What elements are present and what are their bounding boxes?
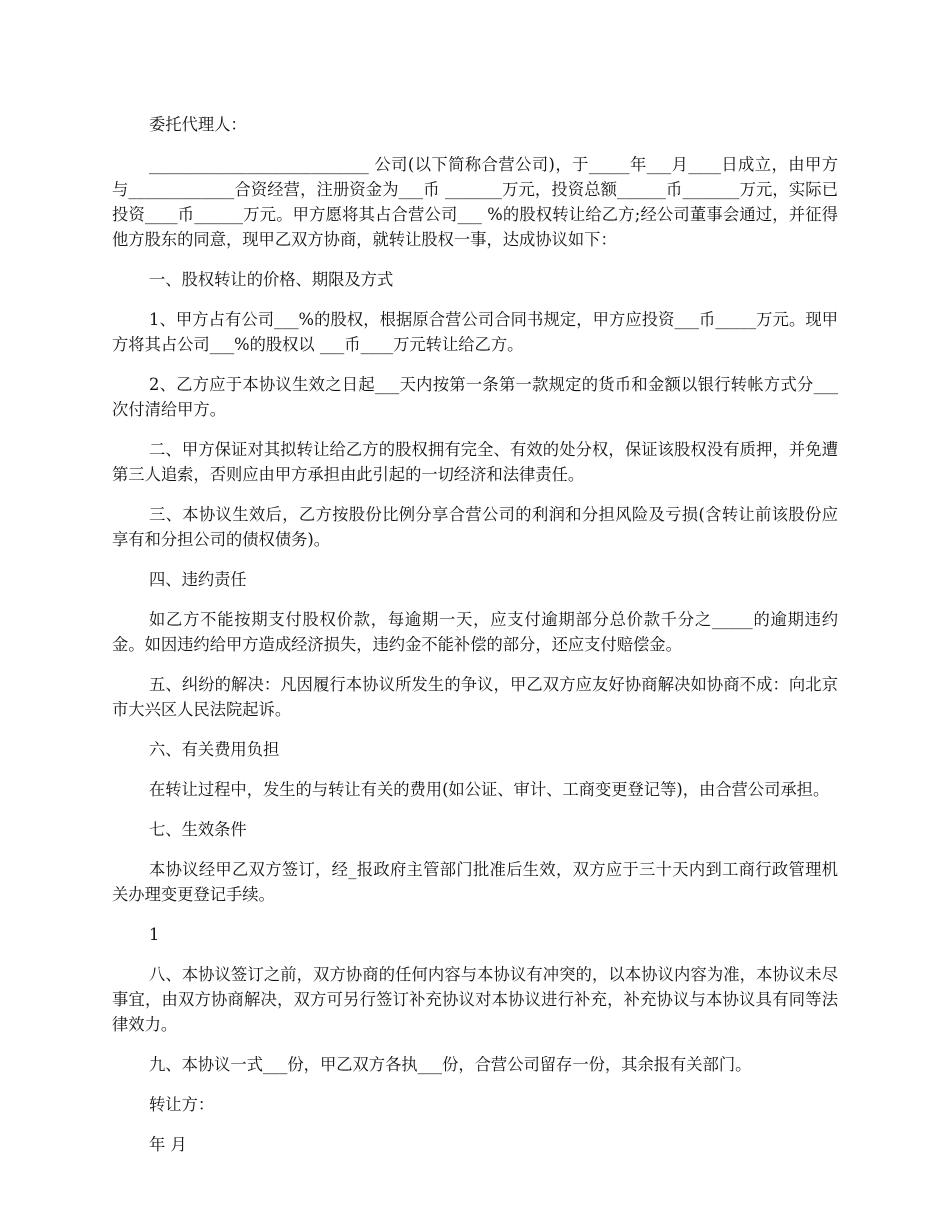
page-number: 1 bbox=[149, 925, 160, 944]
heading-section-1: 一、股权转让的价格、期限及方式 bbox=[149, 270, 394, 289]
heading-section-7: 七、生效条件 bbox=[149, 820, 247, 839]
heading-section-6: 六、有关费用负担 bbox=[149, 740, 280, 759]
paragraph-section-8: 八、本协议签订之前，双方协商的任何内容与本协议有冲突的，以本协议内容为准，本协议未尽事宜，由双方协商解决，双方可另行签订补充协议对本协议进行补充，补充协议与本协议具有同等法律效力。 bbox=[112, 965, 838, 1034]
paragraph-section-3: 三、本协议生效后，乙方按股份比例分享合营公司的利润和分担风险及亏损(含转让前该股份应享有和分担公司的债权债务)。 bbox=[112, 505, 838, 549]
paragraph-effective: 本协议经甲乙双方签订，经_报政府主管部门批准后生效，双方应于三十天内到工商行政管理机关办理变更登记手续。 bbox=[112, 860, 838, 904]
heading-section-4: 四、违约责任 bbox=[149, 570, 247, 589]
paragraph-clause-1-2: 2、乙方应于本协议生效之日起___天内按第一条第一款规定的货币和金额以银行转帐方式分___次付清给甲方。 bbox=[112, 375, 838, 419]
document-page bbox=[112, 112, 838, 1172]
paragraph-agent: 委托代理人： bbox=[149, 115, 247, 134]
signature-date: 年 月 bbox=[149, 1135, 187, 1154]
paragraph-section-9: 九、本协议一式___份，甲乙双方各执___份，合营公司留存一份，其余报有关部门。 bbox=[149, 1055, 752, 1074]
paragraph-fees: 在转让过程中，发生的与转让有关的费用(如公证、审计、工商变更登记等)，由合营公司承担。 bbox=[149, 780, 830, 799]
paragraph-intro: ___________________________ 公司(以下简称合营公司)，于_____年___月____日成立，由甲方与_____________合资经营，注册资金为___币 _______万元，投资总额______币_______万元，实际已投资____币______万元。甲方愿将其占合营公司___ %的股权转让给乙方;经公司董事会通过，并征得他方股东的同意，现甲乙双方协商，就转让股权一事，达成协议如下： bbox=[112, 155, 838, 249]
paragraph-section-2: 二、甲方保证对其拟转让给乙方的股权拥有完全、有效的处分权，保证该股权没有质押，并免遭第三人追索，否则应由甲方承担由此引起的一切经济和法律责任。 bbox=[112, 440, 838, 484]
signature-transferor: 转让方： bbox=[149, 1095, 215, 1114]
paragraph-clause-1-1: 1、甲方占有公司___%的股权，根据原合营公司合同书规定，甲方应投资___币_____万元。现甲方将其占公司___%的股权以 ___币____万元转让给乙方。 bbox=[112, 310, 838, 354]
paragraph-breach: 如乙方不能按期支付股权价款，每逾期一天，应支付逾期部分总价款千分之_____的逾期违约金。如因违约给甲方造成经济损失，违约金不能补偿的部分，还应支付赔偿金。 bbox=[112, 610, 838, 654]
paragraph-section-5: 五、纠纷的解决：凡因履行本协议所发生的争议，甲乙双方应友好协商解决如协商不成：向北京市大兴区人民法院起诉。 bbox=[112, 675, 838, 719]
